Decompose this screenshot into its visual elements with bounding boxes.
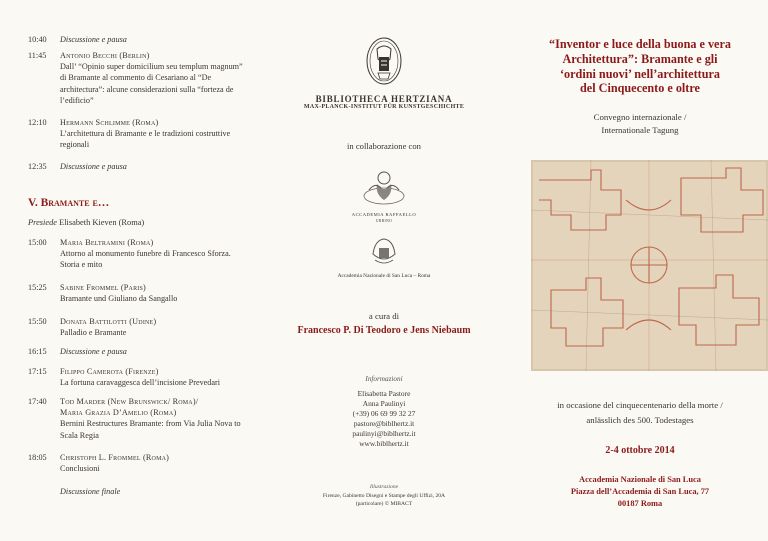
entry-speaker: Maria Grazia D’Amelio (Roma): [60, 408, 177, 418]
occasion-line: anlässlich des 500. Todestages: [586, 415, 694, 426]
entry-body: [60, 117, 250, 151]
entry-time: 12:10: [28, 118, 47, 127]
info-line: (+39) 06 69 99 32 27: [352, 409, 416, 419]
san-luca-emblem-icon: [367, 234, 401, 268]
entry-time: 15:50: [28, 317, 47, 326]
entry-text: L’architettura di Bramante e le tradizioni costruttive regionali: [60, 129, 231, 150]
occasion-line: in occasione del cinquecentenario della morte /: [557, 400, 723, 410]
entry-time: 15:00: [28, 238, 47, 247]
architectural-drawing-image: [531, 160, 768, 371]
info-title: Informazioni: [365, 375, 403, 383]
presidente-name: Elisabeth Kieven (Roma): [59, 218, 145, 227]
curators: Francesco P. Di Teodoro e Jens Niebaum: [297, 325, 471, 336]
entry-body: [60, 396, 250, 441]
entry-text: Discussione finale: [60, 487, 121, 496]
entry-time: 16:15: [28, 347, 47, 356]
info-line: pastore@biblhertz.it: [353, 419, 415, 429]
subtitle-line: Convegno internazionale /: [593, 112, 687, 122]
drawing-sketch: [531, 160, 768, 371]
info-line: Anna Paulinyi: [362, 399, 406, 409]
entry-text: Dall’ “Opinio super domicilium seu templum magnum” di Bramante al commento di Cesariano al “De architectura”: alcune considerazioni sulla “forteza de l’edificio”: [60, 62, 243, 105]
entry-body: [60, 452, 250, 474]
entry-speaker: Sabine Frommel (Paris): [60, 283, 146, 292]
entry-time: 12:35: [28, 162, 47, 171]
illustration-credit: [256, 493, 512, 508]
entry-text: La fortuna caravaggesca dell’incisione Prevedari: [60, 378, 221, 388]
subtitle-line: Internationale Tagung: [601, 124, 679, 135]
library-subtitle: MAX-PLANCK-INSTITUT FÜR KUNSTGESCHICHTE: [303, 104, 465, 110]
entry-time: 17:15: [28, 367, 47, 376]
section-title: V. Bramante e…: [28, 197, 110, 209]
entry-body: [60, 161, 250, 172]
entry-text: Discussione e pausa: [60, 162, 127, 171]
illustration-title: Illustrazione: [369, 484, 399, 490]
cura-label: a cura di: [368, 311, 400, 321]
library-name: BIBLIOTHECA HERTZIANA: [315, 94, 453, 104]
entry-speaker: Hermann Schlimme (Roma): [60, 118, 159, 127]
san-luca-label: Accademia Nazionale di San Luca – Roma: [337, 273, 431, 279]
presidente: [28, 218, 144, 227]
entry-speaker: Christoph L. Frommel (Roma): [60, 453, 170, 462]
conference-title: [512, 37, 768, 96]
venue-line: Accademia Nazionale di San Luca: [579, 475, 701, 484]
entry-time: 15:25: [28, 283, 47, 292]
middle-panel: [256, 0, 512, 541]
entry-body: [60, 486, 250, 497]
info-line: paulinyi@biblhertz.it: [352, 429, 416, 439]
title-line: Architettura”: Bramante e gli: [562, 51, 718, 66]
entry-text: Bramante und Giuliano da Sangallo: [60, 294, 178, 304]
entry-text: Conclusioni: [60, 464, 100, 474]
entry-speaker: Tod Marder (New Brunswick/ Roma)/: [60, 397, 199, 406]
entry-body: [60, 366, 250, 388]
entry-time: 11:45: [28, 51, 47, 60]
entry-speaker: Filippo Camerota (Firenze): [60, 367, 159, 376]
entry-time: 17:40: [28, 397, 47, 406]
entry-text: Bernini Restructures Bramante: from Via Julia Nova to Scala Regia: [60, 419, 241, 440]
illustration-line: (particolare) © MIBACT: [355, 500, 413, 507]
presidente-label: Presiede: [28, 218, 57, 227]
entry-time: 10:40: [28, 35, 47, 44]
entry-text: Attorno al monumento funebre di Francesco Sforza. Storia e mito: [60, 249, 231, 270]
title-line: del Cinquecento e oltre: [580, 81, 700, 96]
hertziana-crest-icon: [364, 35, 404, 87]
entry-text: Palladio e Bramante: [60, 328, 127, 338]
entry-speaker: Antonio Becchi (Berlin): [60, 51, 150, 60]
conference-dates: 2-4 ottobre 2014: [605, 445, 675, 456]
accademia-raffaello-city: URBINO: [375, 219, 393, 223]
title-line: ‘ordini nuovi’ nell’architettura: [559, 66, 720, 81]
illustration-line: Firenze, Gabinetto Disegni e Stampe degli Uffizi, 20A: [322, 493, 446, 499]
venue: [512, 474, 768, 511]
entry-body: [60, 237, 250, 271]
entry-body: [60, 346, 250, 357]
venue-line: Piazza dell’Accademia di San Luca, 77: [570, 487, 710, 497]
entry-speaker: Donata Battilotti (Udine): [60, 317, 157, 326]
occasion-text: [512, 398, 768, 428]
entry-time: 18:05: [28, 453, 47, 462]
title-line: “Inventor e luce della buona e vera: [549, 37, 731, 51]
accademia-raffaello-label: ACCADEMIA RAFFAELLO: [351, 212, 417, 217]
program-panel: [0, 0, 256, 541]
conference-subtitle: [512, 111, 768, 136]
entry-body: [60, 50, 250, 106]
venue-line: 00187 Roma: [617, 499, 663, 509]
accademia-raffaello-emblem-icon: [359, 166, 409, 210]
entry-text: Discussione e pausa: [60, 35, 127, 44]
entry-text: Discussione e pausa: [60, 347, 127, 356]
entry-speaker: Maria Beltramini (Roma): [60, 238, 154, 247]
entry-body: [60, 34, 250, 45]
info-line: www.biblhertz.it: [359, 439, 409, 449]
collab-text: in collaborazione con: [347, 141, 421, 151]
entry-body: [60, 282, 250, 304]
entry-body: [60, 316, 250, 338]
info-line: Elisabetta Pastore: [357, 389, 411, 398]
info-block: [256, 389, 512, 450]
